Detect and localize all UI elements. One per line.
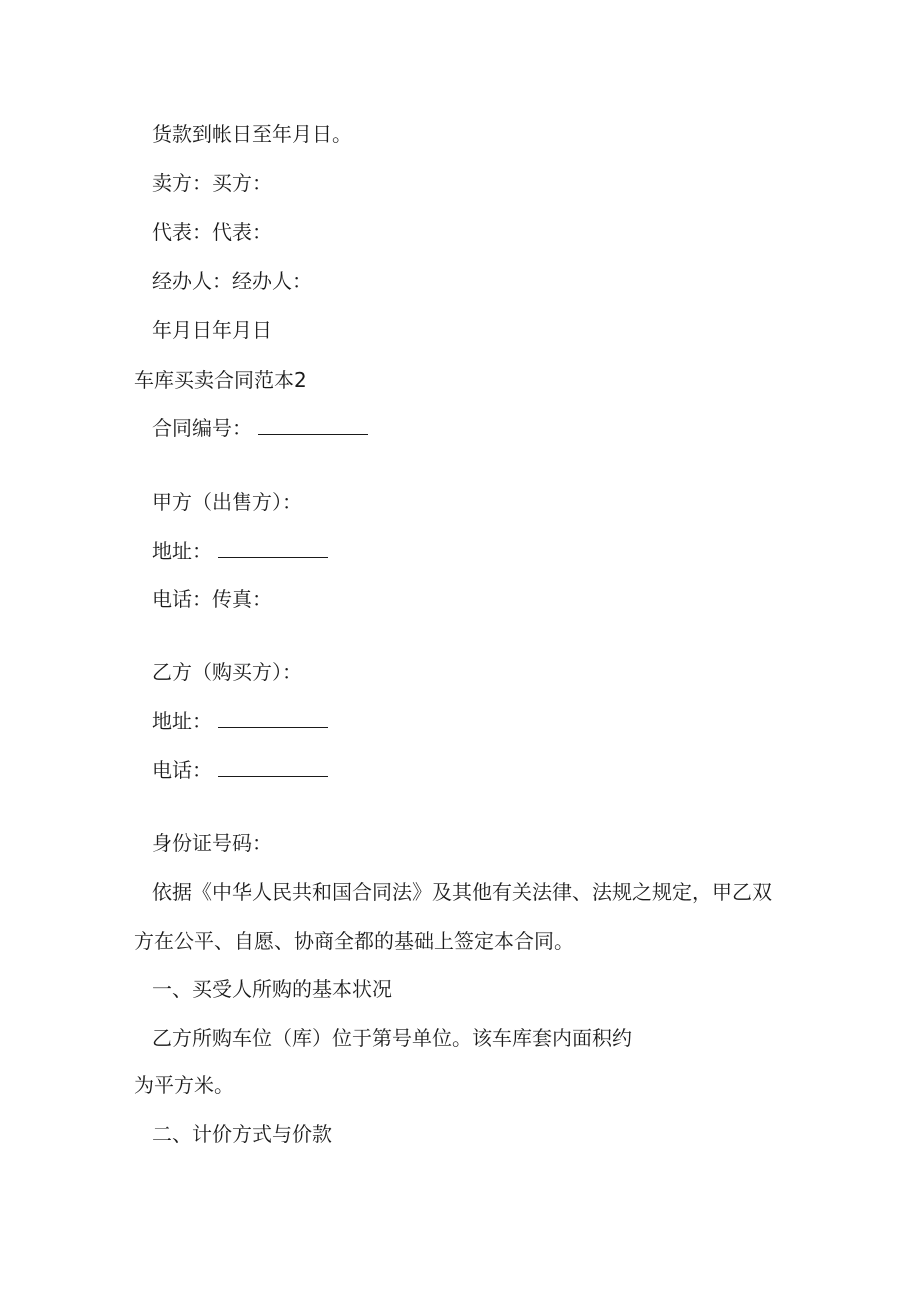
party-a-phone-fax: 电话：传真： (152, 587, 272, 611)
payment-date-line: 货款到帐日至年月日。 (152, 122, 352, 146)
representative-line: 代表：代表： (152, 220, 272, 244)
party-a-label: 甲方（出售方）： (152, 490, 302, 514)
party-a-address-label: 地址： (152, 539, 212, 563)
section-1-line-1: 乙方所购车位（库）位于第号单位。该车库套内面积约 (152, 1026, 632, 1050)
basis-paragraph-line-1: 依据《中华人民共和国合同法》及其他有关法律、法规之规定，甲乙双 (152, 880, 772, 904)
party-b-label: 乙方（购买方）： (152, 660, 302, 684)
basis-paragraph-line-2: 方在公平、自愿、协商全都的基础上签定本合同。 (134, 929, 574, 953)
contract-number-label: 合同编号： (152, 416, 252, 440)
section-1-title: 一、买受人所购的基本状况 (152, 977, 392, 1001)
party-a-address-row (152, 537, 328, 565)
contract-number-blank (258, 414, 368, 435)
section-1-line-2: 为平方米。 (134, 1073, 234, 1097)
contract-number-row (152, 414, 368, 442)
party-b-address-row (152, 707, 328, 735)
party-b-phone-blank (218, 756, 328, 777)
party-b-address-label: 地址： (152, 709, 212, 733)
party-a-address-blank (218, 537, 328, 558)
party-b-phone-row (152, 756, 328, 784)
party-b-address-blank (218, 707, 328, 728)
seller-buyer-line: 卖方：买方： (152, 171, 272, 195)
party-b-phone-label: 电话： (152, 758, 212, 782)
id-number-label: 身份证号码： (152, 831, 272, 855)
handler-line: 经办人：经办人： (152, 269, 312, 293)
section-2-title: 二、计价方式与价款 (152, 1122, 332, 1146)
date-line: 年月日年月日 (152, 318, 272, 342)
section-heading: 车库买卖合同范本2 (134, 368, 307, 392)
